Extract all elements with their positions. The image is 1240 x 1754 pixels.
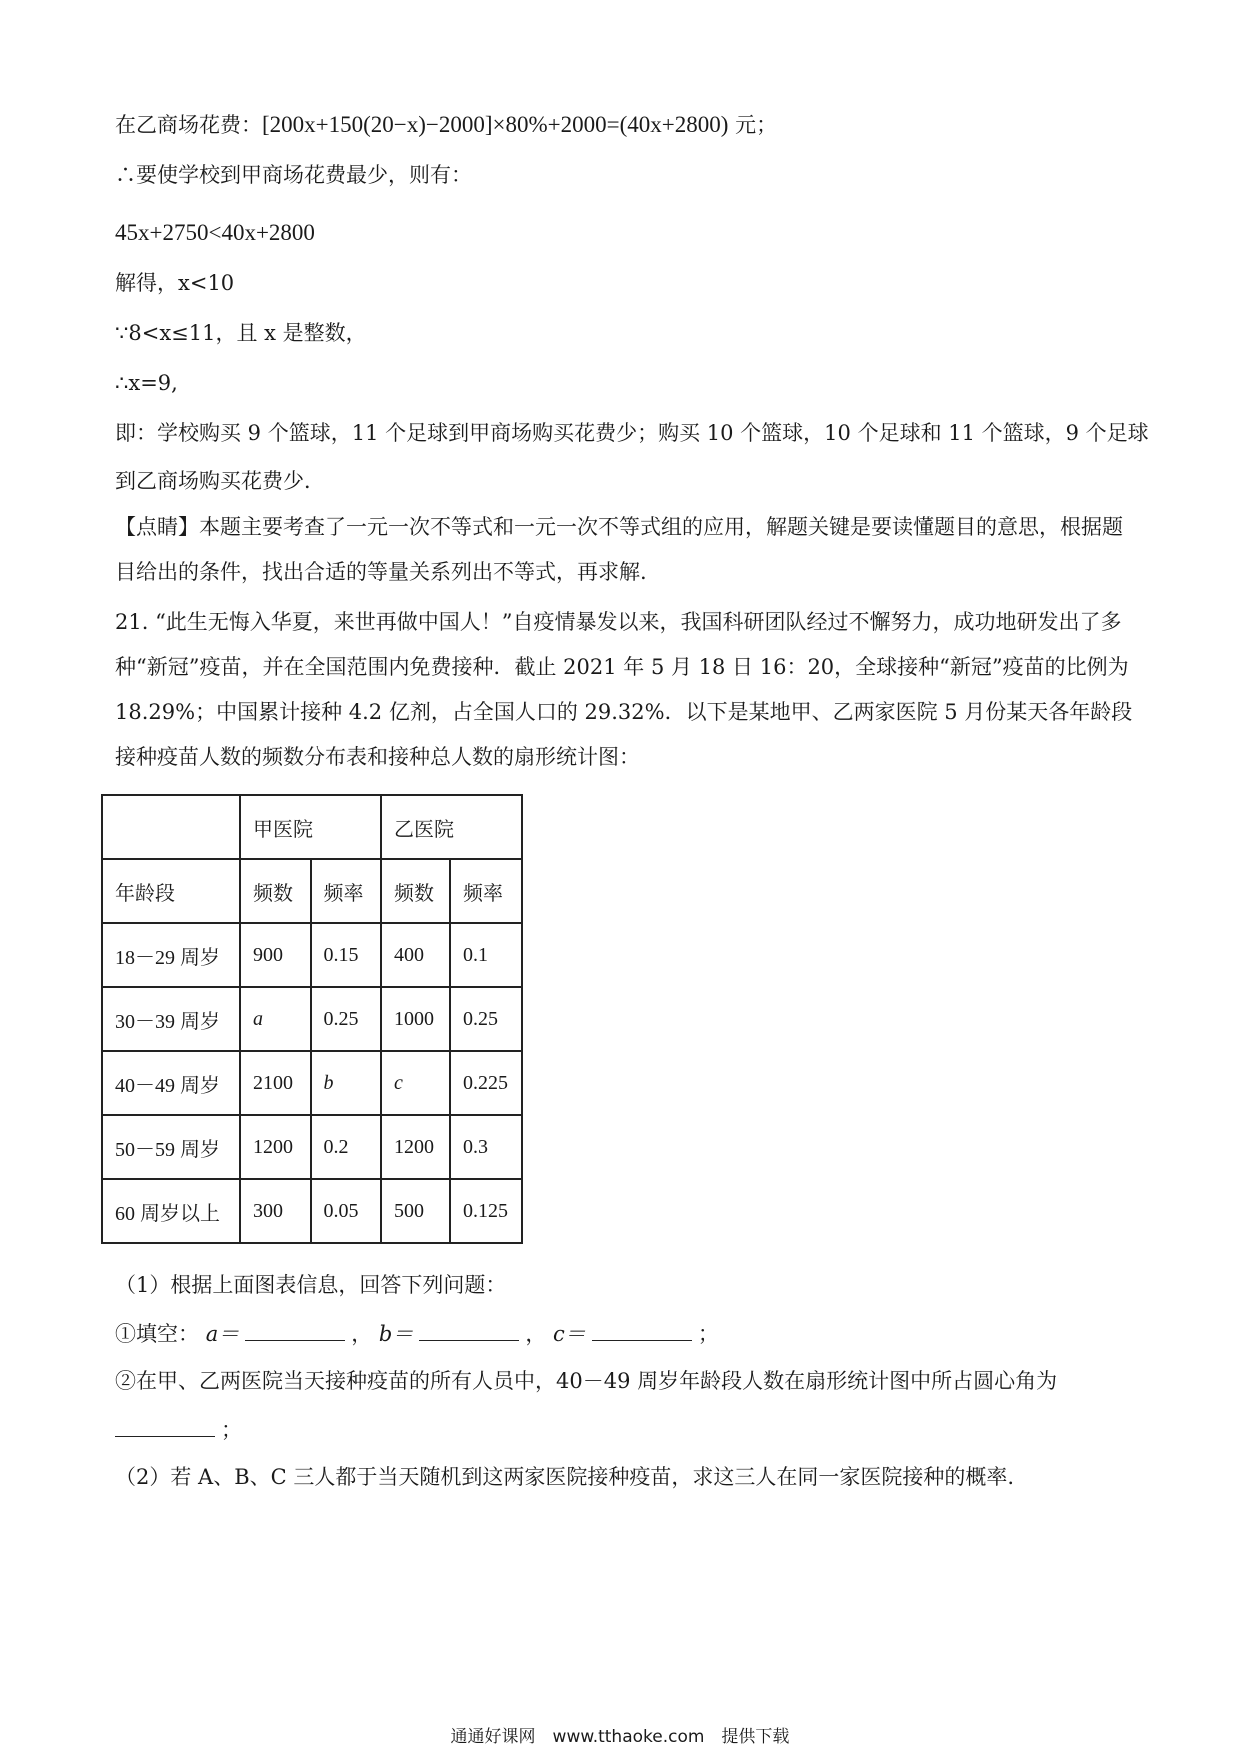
blank-c[interactable] [592, 1318, 692, 1341]
age-cell: 40－49 周岁 [102, 1051, 240, 1115]
table-header-row [102, 795, 522, 859]
b-rate-cell: 0.1 [450, 923, 522, 987]
blank-a[interactable] [245, 1318, 345, 1341]
a-rate-cell: b [311, 1051, 382, 1115]
b-rate-cell: 0.3 [450, 1115, 522, 1179]
b-rate-cell: 0.125 [450, 1179, 522, 1243]
part-1-fill-blanks: ①填空： a＝ ， b＝ ， c＝ ； [115, 1318, 719, 1349]
table-row [102, 1179, 522, 1243]
table-row [102, 1115, 522, 1179]
hospital-a-header: 甲医院 [240, 795, 381, 859]
comment-paragraph: 【点睛】本题主要考查了一元一次不等式和一元一次不等式组的应用，解题关键是要读懂题目的意思，根据题目给出的条件，找出合适的等量关系列出不等式，再求解. [115, 515, 1123, 584]
b-rate-header: 频率 [450, 859, 522, 923]
age-cell: 60 周岁以上 [102, 1179, 240, 1243]
b-rate-cell: 0.25 [450, 987, 522, 1051]
b-freq-cell: 500 [381, 1179, 450, 1243]
table-empty-corner [102, 795, 240, 859]
part-1-prompt: （1）根据上面图表信息，回答下列问题： [115, 1273, 507, 1297]
line1-prefix: 在乙商场花费： [115, 113, 262, 137]
solution-line-2: ∴要使学校到甲商场花费最少，则有： [115, 163, 472, 187]
table-subheader-row [102, 859, 522, 923]
a-freq-cell: a [240, 987, 311, 1051]
a-freq-cell: 2100 [240, 1051, 311, 1115]
line1-suffix: 元； [728, 113, 778, 137]
solution-line-1 [115, 110, 777, 140]
b-freq-cell: 1200 [381, 1115, 450, 1179]
a-rate-header: 频率 [311, 859, 382, 923]
age-cell: 50－59 周岁 [102, 1115, 240, 1179]
a-freq-cell: 300 [240, 1179, 311, 1243]
blank-c-label: c＝ [553, 1322, 586, 1346]
solution-line-7: 即：学校购买 9 个篮球，11 个足球到甲商场购买花费少；购买 10 个篮球，10 个足球和 11 个篮球，9 个足球 [115, 421, 1149, 445]
part-1-angle-question: ②在甲、乙两医院当天接种疫苗的所有人员中，40－49 周岁年龄段人数在扇形统计图中所占圆心角为 [115, 1369, 1058, 1393]
frequency-table [101, 794, 523, 1244]
a-rate-cell: 0.2 [311, 1115, 382, 1179]
table-row [102, 1051, 522, 1115]
age-cell: 18－29 周岁 [102, 923, 240, 987]
a-rate-cell: 0.05 [311, 1179, 382, 1243]
solution-line-8: 到乙商场购买花费少． [115, 469, 325, 493]
blank-a-label: a＝ [205, 1322, 240, 1346]
hospital-b-header: 乙医院 [381, 795, 522, 859]
a-freq-cell: 900 [240, 923, 311, 987]
a-rate-cell: 0.15 [311, 923, 382, 987]
b-freq-cell: c [381, 1051, 450, 1115]
age-cell: 30－39 周岁 [102, 987, 240, 1051]
question-21-text: 21. “此生无悔入华夏，来世再做中国人！”自疫情暴发以来，我国科研团队经过不懈努力，成功地研发出了多种“新冠”疫苗，并在全国范围内免费接种．截止 2021 年 5 月 18 日 16：20，全球接种“新冠”疫苗的比例为 18.29%；中国累计接种 4.2 亿剂，占全国人口的 29.32%．以下是某地甲、乙两家医院 5 月份某天各年龄段接种疫苗人数的频数分布表和接种总人数的扇形统计图： [115, 610, 1133, 769]
age-column-header: 年龄段 [102, 859, 240, 923]
part-1-angle-answer: ； [115, 1414, 242, 1445]
blank-b[interactable] [419, 1318, 519, 1341]
b-freq-header: 频数 [381, 859, 450, 923]
line1-formula: [200x+150(20−x)−2000]×80%+2000=(40x+2800) [262, 112, 729, 137]
a-freq-cell: 1200 [240, 1115, 311, 1179]
page-footer: 通通好课网 www.tthaoke.com 提供下载 [450, 1727, 790, 1747]
table-row [102, 987, 522, 1051]
b-freq-cell: 1000 [381, 987, 450, 1051]
solution-line-5: ∵8<x≤11，且 x 是整数， [115, 321, 367, 345]
b-rate-cell: 0.225 [450, 1051, 522, 1115]
table-row [102, 923, 522, 987]
solution-line-4: 解得，x<10 [115, 271, 235, 295]
b-freq-cell: 400 [381, 923, 450, 987]
solution-line-6: ∴x=9, [115, 371, 178, 395]
a-rate-cell: 0.25 [311, 987, 382, 1051]
blank-b-label: b＝ [378, 1322, 414, 1346]
part-2-question: （2）若 A、B、C 三人都于当天随机到这两家医院接种疫苗，求这三人在同一家医院接种的概率. [115, 1465, 1015, 1489]
fill-prefix: ①填空： [115, 1322, 199, 1346]
blank-angle[interactable] [115, 1414, 215, 1437]
a-freq-header: 频数 [240, 859, 311, 923]
solution-line-3: 45x+2750<40x+2800 [115, 220, 315, 245]
